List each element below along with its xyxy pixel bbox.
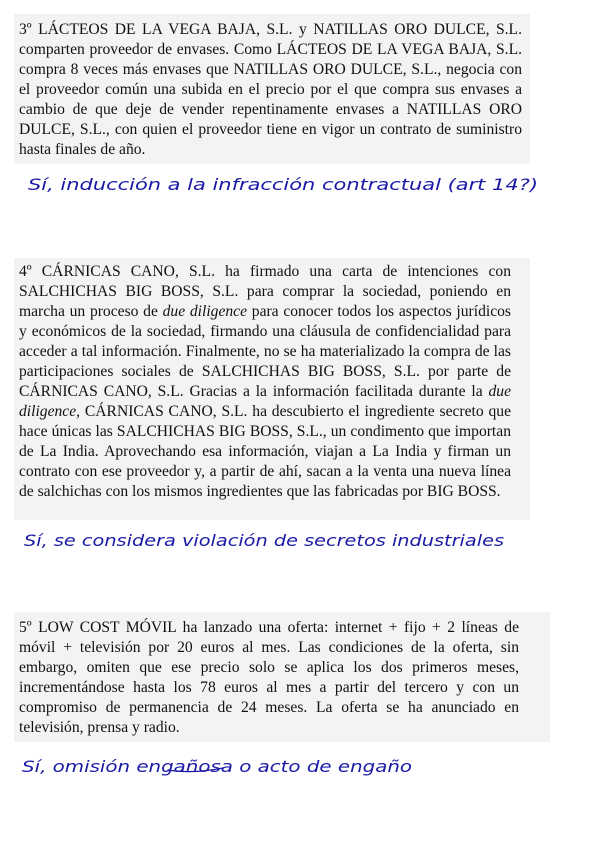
question-5-number: 5º	[19, 619, 32, 636]
question-5	[19, 618, 519, 738]
handwritten-answer-3	[20, 166, 580, 206]
handwritten-answer-5	[18, 748, 498, 788]
question-4	[19, 262, 511, 502]
question-3-text: LÁCTEOS DE LA VEGA BAJA, S.L. y NATILLAS ORO DULCE, S.L. comparten proveedor de envases. Como LÁCTEOS DE LA VEGA BAJA, S.L. compra 8 veces más envases que NATILLAS ORO DULCE, S.L., negocia con el proveedor común una subida en el precio por el que compra sus envases a cambio de que deje de vender repentinamente envases a NATILLAS ORO DULCE, S.L., con quien el proveedor tiene en vigor un contrato de suministro hasta finales de año.	[19, 21, 522, 158]
handwritten-answer-3-text: Sí, inducción a la infracción contractual (art 14?)	[28, 175, 538, 194]
question-4-text-2: para conocer todos los aspectos jurídicos y económicos de la sociedad, firmando una cláusula de confidencialidad para acceder a tal información. Finalmente, no se ha materializado la compra de las participaciones sociales de SALCHICHAS BIG BOSS, S.L. por parte de CÁRNICAS CANO, S.L. Gracias a la información facilitada durante la	[19, 303, 511, 400]
handwritten-answer-5-text: Sí, omisión engañosa o acto de engaño	[22, 757, 413, 776]
question-4-text-3: CÁRNICAS CANO, S.L. ha descubierto el ingrediente secreto que hace únicas las SALCHICHAS BIG BOSS, S.L., un condimento que importan de La India. Aprovechando esa información, viajan a La India y firman un contrato con ese proveedor y, a partir de ahí, sacan a la venta una nueva línea de salchichas con los mismos ingredientes que las fabricadas por BIG BOSS.	[19, 403, 512, 500]
question-4-text-1: CÁRNICAS CANO, S.L. ha firmado una carta de intenciones con SALCHICHAS BIG BOSS, S.L. para comprar la sociedad, poniendo en marcha un proceso de	[19, 263, 511, 320]
question-5-text: LOW COST MÓVIL ha lanzado una oferta: internet + fijo + 2 líneas de móvil + televisión por 20 euros al mes. Las condiciones de la oferta, sin embargo, omiten que ese precio solo se aplica los dos primeros meses, incrementándose hasta los 78 euros al mes a partir del tercero y con un compromiso de permanencia de 24 meses. La oferta se ha anunciado en televisión, prensa y radio.	[19, 619, 519, 736]
handwritten-answer-4	[18, 520, 578, 560]
question-4-italic-1: due diligence	[162, 303, 248, 320]
handwritten-answer-4-text: Sí, se considera violación de secretos industriales	[24, 531, 504, 550]
question-4-number: 4º	[19, 263, 32, 280]
question-3-number: 3º	[19, 21, 32, 38]
question-3	[19, 20, 522, 160]
question-4-italic-2: due diligence,	[19, 383, 511, 420]
